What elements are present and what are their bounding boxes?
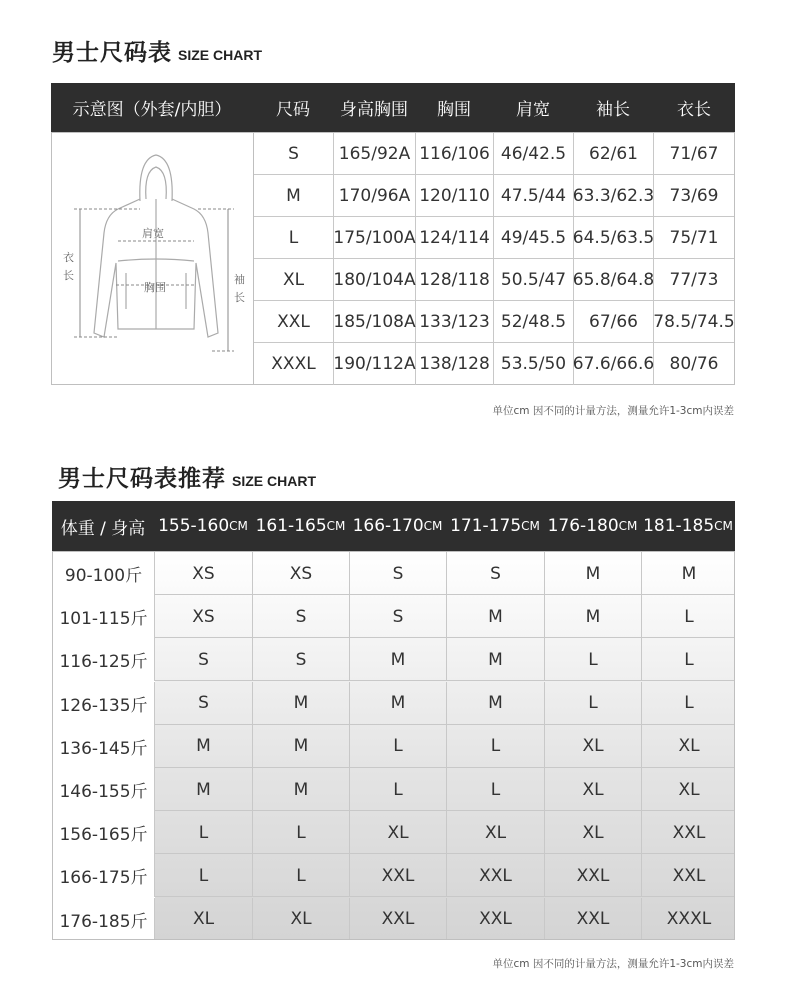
- table-row: [53, 854, 735, 897]
- recommend-chart-title-en: SIZE CHART: [232, 473, 316, 489]
- size-row: [254, 259, 734, 301]
- size-row: [254, 217, 734, 259]
- cell-recommended-size: L: [447, 725, 545, 768]
- cell-recommended-size: M: [350, 682, 447, 725]
- header-height-range: 176-180 CM: [547, 516, 638, 536]
- size-row: [254, 175, 734, 217]
- cell-recommended-size: M: [350, 638, 447, 681]
- cell-length: 71/67: [669, 144, 719, 164]
- cell-recommended-size: XXL: [672, 822, 706, 843]
- cell-recommended-size: XXL: [350, 898, 447, 940]
- cell-chest: 128/118: [416, 259, 494, 301]
- cell-recommended-size: M: [447, 595, 545, 638]
- cell-recommended-size: L: [684, 606, 694, 627]
- cell-recommended-size: M: [447, 638, 545, 681]
- cell-weight: 116-125斤: [53, 638, 155, 681]
- table-row: [53, 638, 735, 681]
- header-size: 尺码: [276, 100, 310, 120]
- cell-recommended-size: M: [253, 725, 350, 768]
- cell-recommended-size: XL: [545, 725, 642, 768]
- cell-recommended-size: XS: [155, 595, 253, 638]
- cell-recommended-size: XS: [155, 552, 253, 595]
- cell-sleeve: 67.6/66.6: [574, 343, 654, 385]
- header-height-chest: 身高胸围: [340, 100, 408, 120]
- cell-size: XL: [254, 259, 334, 301]
- cell-recommended-size: XL: [447, 811, 545, 854]
- cell-recommended-size: M: [447, 682, 545, 725]
- cell-recommended-size: S: [155, 638, 253, 681]
- cell-recommended-size: XL: [155, 898, 253, 940]
- label-length-1: 衣: [63, 251, 74, 264]
- table-row: [53, 768, 735, 811]
- header-height-range: 161-165 CM: [255, 516, 346, 536]
- cell-recommended-size: XXL: [672, 865, 706, 886]
- header-weight-height: 体重 / 身高: [60, 518, 146, 539]
- cell-shoulder: 52/48.5: [494, 301, 574, 343]
- cell-recommended-size: M: [155, 768, 253, 811]
- table-row: [53, 552, 735, 595]
- label-length-2: 长: [63, 269, 74, 282]
- table-row: [53, 595, 735, 638]
- cell-recommended-size: XXL: [545, 854, 642, 897]
- cell-weight: 101-115斤: [53, 595, 155, 638]
- cell-recommended-size: XXL: [447, 898, 545, 940]
- label-sleeve-1: 袖: [234, 273, 245, 286]
- cell-recommended-size: XS: [253, 552, 350, 595]
- cell-length: 75/71: [669, 228, 719, 248]
- cell-chest: 120/110: [416, 175, 494, 217]
- cell-height-chest: 185/108A: [334, 301, 416, 343]
- cell-recommended-size: XXXL: [666, 909, 712, 930]
- cell-weight: 136-145斤: [53, 725, 155, 768]
- cell-recommended-size: M: [681, 563, 697, 584]
- size-chart-header: [51, 83, 735, 132]
- cell-sleeve: 67/66: [574, 301, 654, 343]
- size-row: [254, 133, 734, 175]
- cell-recommended-size: XL: [678, 736, 700, 757]
- cell-recommended-size: XL: [678, 779, 700, 800]
- cell-shoulder: 50.5/47: [494, 259, 574, 301]
- cell-height-chest: 180/104A: [334, 259, 416, 301]
- cell-recommended-size: L: [684, 693, 694, 714]
- cell-chest: 124/114: [416, 217, 494, 259]
- cell-sleeve: 65.8/64.8: [574, 259, 654, 301]
- cell-size: XXXL: [254, 343, 334, 385]
- cell-sleeve: 62/61: [574, 133, 654, 175]
- size-chart-title: [52, 34, 262, 67]
- cell-recommended-size: L: [155, 811, 253, 854]
- cell-weight: 176-185斤: [53, 898, 155, 940]
- table-row: [53, 725, 735, 768]
- cell-shoulder: 46/42.5: [494, 133, 574, 175]
- cell-recommended-size: L: [545, 638, 642, 681]
- table-row: [53, 811, 735, 854]
- cell-recommended-size: L: [155, 854, 253, 897]
- cell-size: L: [254, 217, 334, 259]
- cell-recommended-size: L: [684, 649, 694, 670]
- cell-sleeve: 64.5/63.5: [574, 217, 654, 259]
- cell-recommended-size: S: [253, 595, 350, 638]
- cell-shoulder: 47.5/44: [494, 175, 574, 217]
- size-chart-body: [51, 132, 735, 385]
- cell-recommended-size: L: [253, 811, 350, 854]
- cell-size: M: [254, 175, 334, 217]
- cell-recommended-size: XXL: [545, 898, 642, 940]
- size-chart-title-en: SIZE CHART: [178, 47, 262, 63]
- cell-height-chest: 170/96A: [334, 175, 416, 217]
- cell-shoulder: 53.5/50: [494, 343, 574, 385]
- cell-recommended-size: XL: [545, 768, 642, 811]
- cell-length: 77/73: [669, 270, 719, 290]
- header-shoulder: 肩宽: [516, 100, 550, 120]
- cell-recommended-size: XXL: [447, 854, 545, 897]
- cell-weight: 156-165斤: [53, 811, 155, 854]
- cell-height-chest: 165/92A: [334, 133, 416, 175]
- header-illustration: 示意图（外套/内胆）: [72, 100, 232, 120]
- size-row: [254, 301, 734, 343]
- header-length: 衣长: [677, 100, 711, 120]
- cell-recommended-size: M: [545, 552, 642, 595]
- cell-weight: 90-100斤: [53, 552, 155, 595]
- cell-weight: 166-175斤: [53, 854, 155, 897]
- jacket-icon: [52, 133, 254, 384]
- cell-recommended-size: S: [350, 552, 447, 595]
- jacket-illustration: [52, 133, 254, 384]
- label-sleeve-2: 长: [234, 291, 245, 304]
- label-shoulder: 肩宽: [142, 227, 164, 240]
- cell-recommended-size: M: [253, 682, 350, 725]
- recommend-chart-title-zh: 男士尺码表推荐: [58, 466, 226, 492]
- header-height-range: 155-160 CM: [158, 516, 248, 536]
- cell-size: XXL: [254, 301, 334, 343]
- cell-recommended-size: S: [253, 638, 350, 681]
- cell-size: S: [254, 133, 334, 175]
- recommend-chart-title: [58, 460, 316, 493]
- cell-chest: 116/106: [416, 133, 494, 175]
- cell-recommended-size: L: [253, 854, 350, 897]
- cell-recommended-size: XL: [253, 898, 350, 940]
- table-row: [53, 898, 735, 940]
- cell-weight: 146-155斤: [53, 768, 155, 811]
- label-chest: 胸围: [144, 281, 166, 294]
- cell-height-chest: 175/100A: [334, 217, 416, 259]
- cell-height-chest: 190/112A: [334, 343, 416, 385]
- table-row: [53, 682, 735, 725]
- cell-shoulder: 49/45.5: [494, 217, 574, 259]
- header-height-range: 166-170 CM: [352, 516, 443, 536]
- cell-recommended-size: S: [155, 682, 253, 725]
- cell-recommended-size: M: [155, 725, 253, 768]
- cell-recommended-size: S: [447, 552, 545, 595]
- cell-recommended-size: XL: [350, 811, 447, 854]
- cell-length: 78.5/74.5: [653, 312, 735, 332]
- header-sleeve: 袖长: [596, 100, 630, 120]
- recommend-chart-header: [52, 501, 735, 551]
- cell-recommended-size: XL: [545, 811, 642, 854]
- cell-length: 80/76: [669, 354, 719, 374]
- cell-recommended-size: S: [350, 595, 447, 638]
- header-chest: 胸围: [437, 100, 471, 120]
- cell-weight: 126-135斤: [53, 682, 155, 725]
- cell-length: 73/69: [669, 186, 719, 206]
- cell-recommended-size: M: [545, 595, 642, 638]
- cell-recommended-size: XXL: [350, 854, 447, 897]
- header-height-range: 181-185 CM: [643, 516, 733, 536]
- cell-recommended-size: L: [350, 768, 447, 811]
- cell-recommended-size: M: [253, 768, 350, 811]
- cell-chest: 138/128: [416, 343, 494, 385]
- recommend-chart-body: [52, 551, 735, 940]
- size-chart-title-zh: 男士尺码表: [52, 40, 172, 66]
- header-height-range: 171-175 CM: [450, 516, 540, 536]
- cell-recommended-size: L: [350, 725, 447, 768]
- measurement-note: 单位cm 因不同的计量方法，测量允许1-3cm内误差: [492, 405, 734, 417]
- cell-sleeve: 63.3/62.3: [574, 175, 654, 217]
- cell-recommended-size: L: [447, 768, 545, 811]
- cell-chest: 133/123: [416, 301, 494, 343]
- measurement-note: 单位cm 因不同的计量方法，测量允许1-3cm内误差: [492, 958, 734, 970]
- size-row: [254, 343, 734, 385]
- cell-recommended-size: L: [545, 682, 642, 725]
